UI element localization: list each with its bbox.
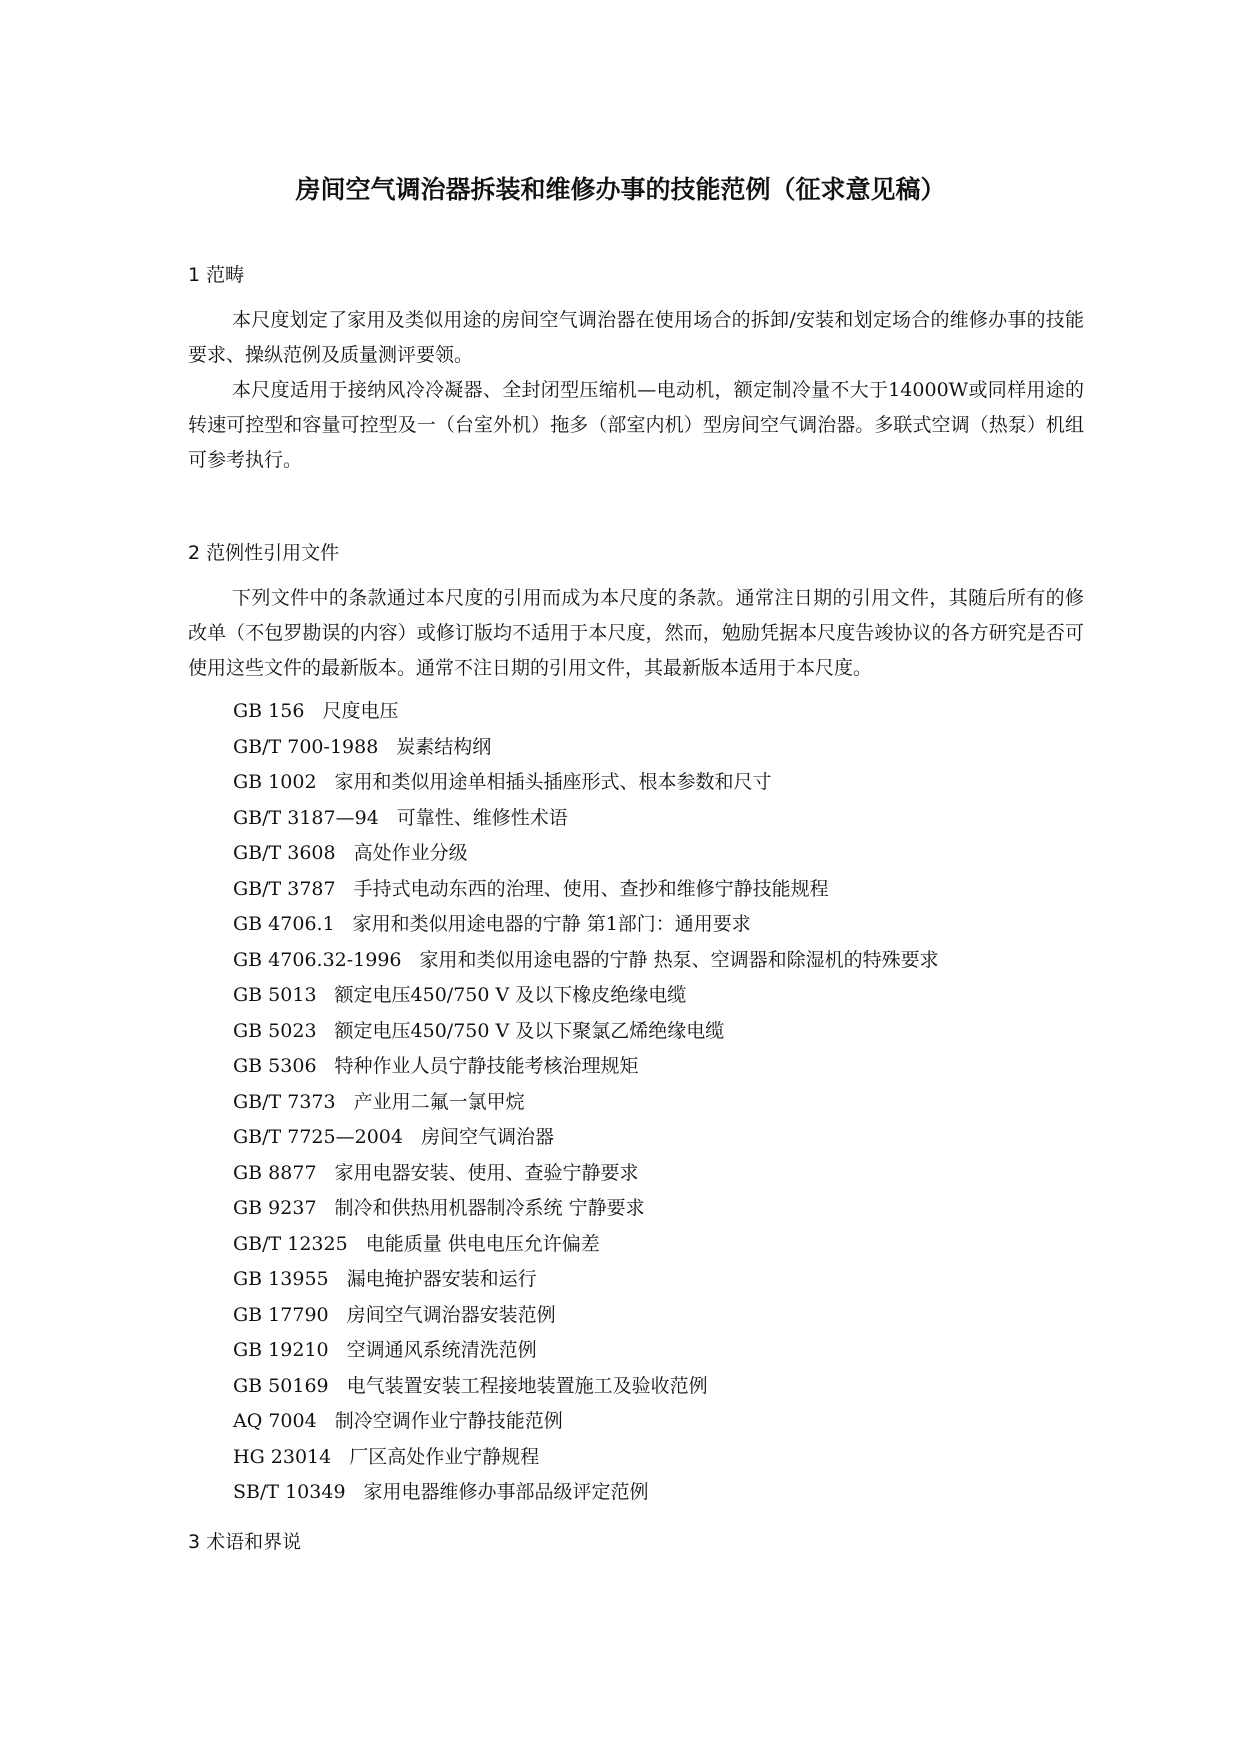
reference-item bbox=[233, 1333, 939, 1369]
reference-title: 房间空气调治器 bbox=[420, 1126, 554, 1148]
reference-list bbox=[233, 694, 939, 1511]
reference-code: GB 8877 bbox=[233, 1161, 317, 1184]
reference-item bbox=[233, 1298, 939, 1334]
section-heading-scope: 1 范畴 bbox=[188, 264, 245, 286]
reference-code: GB/T 7725—2004 bbox=[233, 1126, 403, 1148]
reference-title: 家用电器维修办事部品级评定范例 bbox=[363, 1481, 649, 1503]
reference-item bbox=[233, 1475, 939, 1511]
reference-item bbox=[233, 801, 939, 837]
reference-title: 漏电掩护器安装和运行 bbox=[346, 1268, 537, 1290]
reference-title: 家用和类似用途电器的宁静 第1部门：通用要求 bbox=[352, 913, 751, 935]
reference-item bbox=[233, 1440, 939, 1476]
reference-item bbox=[233, 1404, 939, 1440]
reference-item bbox=[233, 1120, 939, 1156]
reference-item bbox=[233, 836, 939, 872]
reference-title: 产业用二氟一氯甲烷 bbox=[353, 1090, 525, 1113]
reference-title: 额定电压450/750 V 及以下聚氯乙烯绝缘电缆 bbox=[334, 1019, 725, 1042]
reference-title: 额定电压450/750 V 及以下橡皮绝缘电缆 bbox=[334, 984, 687, 1006]
reference-item bbox=[233, 872, 939, 908]
reference-code: GB/T 3608 bbox=[233, 842, 336, 864]
reference-title: 家用电器安装、使用、查验宁静要求 bbox=[334, 1161, 639, 1184]
reference-code: GB 50169 bbox=[233, 1374, 329, 1397]
references-intro-paragraph: 下列文件中的条款通过本尺度的引用而成为本尺度的条款。通常注日期的引用文件，其随后所有的修改单（不包罗勘误的内容）或修订版均不适用于本尺度，然而，勉励凭据本尺度告竣协议的各方研究是否可使用这些文件的最新版本。通常不注日期的引用文件，其最新版本适用于本尺度。 bbox=[188, 587, 1084, 679]
reference-title: 高处作业分级 bbox=[353, 842, 468, 864]
reference-code: GB 1002 bbox=[233, 771, 317, 793]
reference-item bbox=[233, 1262, 939, 1298]
reference-title: 特种作业人员宁静技能考核治理规矩 bbox=[334, 1055, 639, 1077]
reference-item bbox=[233, 1191, 939, 1227]
reference-title: 制冷空调作业宁静技能范例 bbox=[334, 1410, 563, 1432]
reference-code: GB/T 3787 bbox=[233, 877, 336, 900]
reference-code: AQ 7004 bbox=[233, 1410, 317, 1432]
scope-paragraph-2: 本尺度适用于接纳风冷冷凝器、全封闭型压缩机—电动机，额定制冷量不大于14000W或同样用途的转速可控型和容量可控型及一（台室外机）拖多（部室内机）型房间空气调治器。多联式空调（热泵）机组可参考执行。 bbox=[188, 379, 1084, 471]
reference-title: 家用和类似用途电器的宁静 热泵、空调器和除湿机的特殊要求 bbox=[419, 948, 939, 971]
reference-code: GB 4706.1 bbox=[233, 913, 335, 935]
reference-code: HG 23014 bbox=[233, 1445, 332, 1468]
reference-item bbox=[233, 1156, 939, 1192]
reference-item bbox=[233, 1049, 939, 1085]
reference-item bbox=[233, 978, 939, 1014]
reference-code: GB/T 700-1988 bbox=[233, 735, 379, 758]
reference-title: 电气装置安装工程接地装置施工及验收范例 bbox=[346, 1374, 708, 1397]
reference-item bbox=[233, 730, 939, 766]
document-title: 房间空气调治器拆装和维修办事的技能范例（征求意见稿） bbox=[295, 175, 946, 204]
reference-code: GB 156 bbox=[233, 700, 305, 722]
reference-code: GB 5013 bbox=[233, 984, 317, 1006]
reference-item bbox=[233, 1227, 939, 1263]
reference-code: GB 9237 bbox=[233, 1197, 317, 1219]
reference-title: 可靠性、维修性术语 bbox=[396, 806, 568, 829]
reference-code: GB/T 3187—94 bbox=[233, 806, 379, 829]
reference-title: 家用和类似用途单相插头插座形式、根本参数和尺寸 bbox=[334, 771, 772, 793]
reference-title: 厂区高处作业宁静规程 bbox=[349, 1445, 540, 1468]
reference-title: 制冷和供热用机器制冷系统 宁静要求 bbox=[334, 1197, 645, 1219]
reference-title: 炭素结构纲 bbox=[396, 735, 492, 758]
reference-item bbox=[233, 1014, 939, 1050]
reference-code: GB 5306 bbox=[233, 1055, 317, 1077]
reference-code: GB/T 12325 bbox=[233, 1232, 348, 1255]
section-heading-normative-references: 2 范例性引用文件 bbox=[188, 542, 340, 564]
reference-item bbox=[233, 694, 939, 730]
reference-title: 空调通风系统清洗范例 bbox=[346, 1339, 537, 1361]
reference-item bbox=[233, 943, 939, 979]
reference-title: 手持式电动东西的治理、使用、查抄和维修宁静技能规程 bbox=[353, 877, 829, 900]
reference-code: SB/T 10349 bbox=[233, 1481, 346, 1503]
reference-title: 电能质量 供电电压允许偏差 bbox=[365, 1232, 600, 1255]
reference-code: GB 19210 bbox=[233, 1339, 329, 1361]
reference-item bbox=[233, 907, 939, 943]
reference-code: GB 17790 bbox=[233, 1303, 329, 1326]
reference-item bbox=[233, 765, 939, 801]
scope-paragraph-1: 本尺度划定了家用及类似用途的房间空气调治器在使用场合的拆卸/安装和划定场合的维修办事的技能要求、操纵范例及质量测评要领。 bbox=[188, 309, 1084, 366]
reference-code: GB 5023 bbox=[233, 1019, 317, 1042]
reference-code: GB 4706.32-1996 bbox=[233, 948, 402, 971]
reference-title: 房间空气调治器安装范例 bbox=[346, 1303, 556, 1326]
reference-item bbox=[233, 1085, 939, 1121]
reference-title: 尺度电压 bbox=[322, 700, 399, 722]
section-heading-terms-definitions: 3 术语和界说 bbox=[188, 1531, 302, 1553]
reference-code: GB 13955 bbox=[233, 1268, 329, 1290]
reference-item bbox=[233, 1369, 939, 1405]
reference-code: GB/T 7373 bbox=[233, 1090, 336, 1113]
